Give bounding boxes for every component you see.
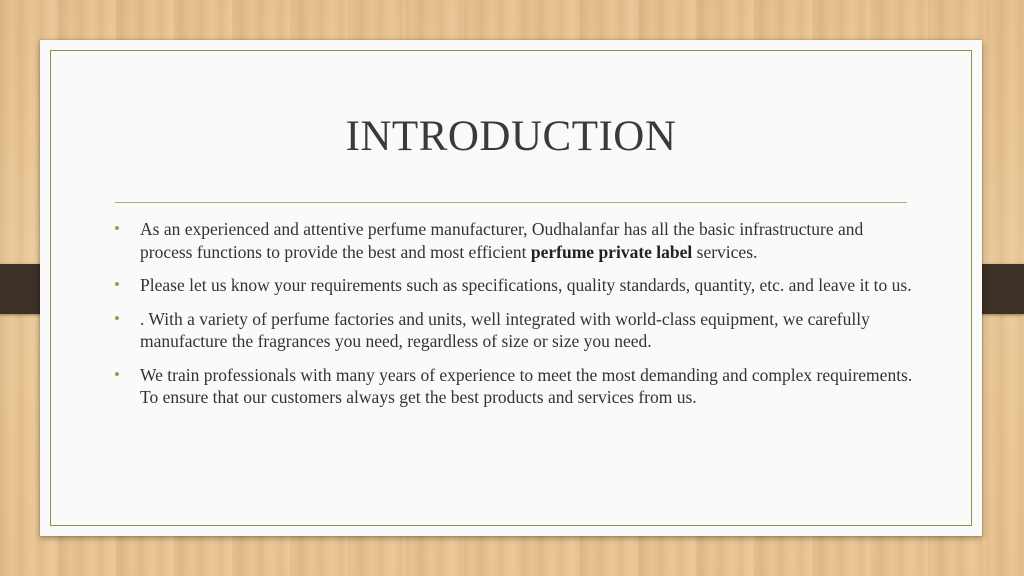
- bullet-text: . With a variety of perfume factories and units, well integrated with world-class equipment, we carefully manufacture the fragrances you need, regardless of size or size you need.: [140, 308, 870, 351]
- bullet-item-3: [114, 308, 914, 353]
- bullet-icon: •: [114, 308, 120, 328]
- bullet-list: [114, 218, 914, 420]
- bullet-item-1: [114, 218, 914, 263]
- bullet-item-4: [114, 364, 914, 409]
- bullet-bold-text: perfume private label: [530, 241, 693, 262]
- bullet-text: As an experienced and attentive perfume manufacturer, Oudhalanfar has all the basic infrastructure and process functions to provide the best and most efficient: [140, 219, 864, 262]
- bullet-icon: •: [114, 219, 120, 238]
- bullet-text: We train professionals with many years of experience to meet the most demanding and complex requirements. To ensure that our customers always get the best products and services from us.: [140, 364, 913, 407]
- slide-title: INTRODUCTION: [345, 113, 677, 160]
- bullet-icon: •: [114, 364, 120, 384]
- title-divider: [115, 202, 907, 203]
- slide-paper: [40, 40, 982, 536]
- bullet-icon: •: [114, 275, 120, 294]
- bullet-text-end: services.: [692, 241, 758, 262]
- bullet-item-2: [114, 274, 914, 297]
- bullet-text: Please let us know your requirements such as specifications, quality standards, quantity, etc. and leave it to us.: [140, 275, 912, 295]
